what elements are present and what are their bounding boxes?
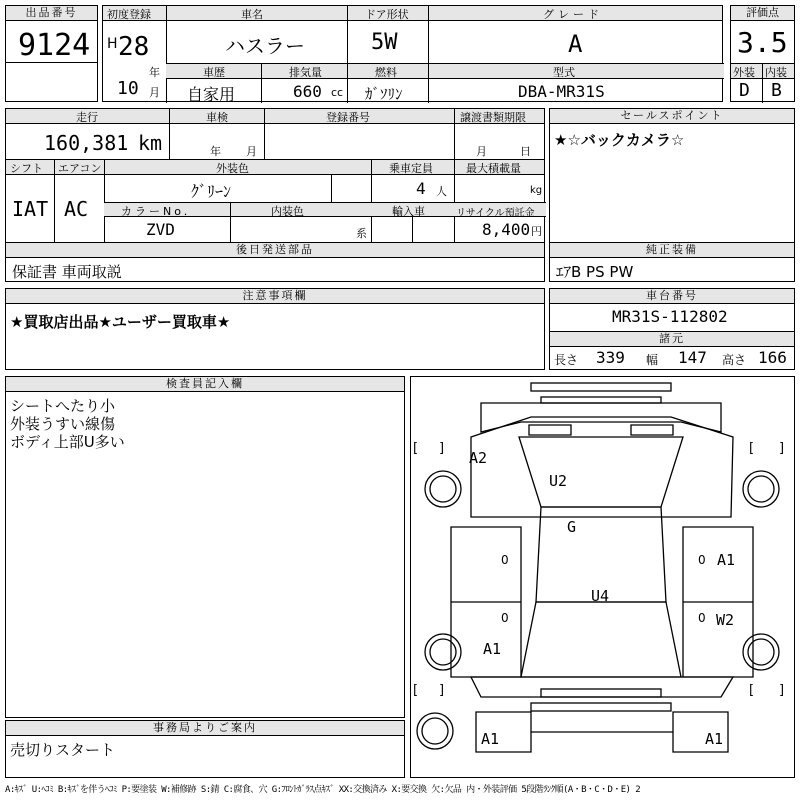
chassis-value: MR31S-112802 [612,307,728,326]
office-box [5,720,405,778]
first-reg-month: 10 [117,78,139,99]
model-code-label: 型式 [553,66,575,79]
specs-label: 諸元 [550,332,794,347]
shift-label: シフト [10,162,43,175]
damage-mark: A1 [717,551,736,569]
equipment-value: ｴｱB PS PW [556,263,634,281]
mileage-label: 走行 [76,111,98,124]
bracket-close: ] [779,683,785,698]
bracket-close: ] [439,441,445,456]
transfer-month-unit: 月 [476,145,487,158]
score-box [730,5,795,102]
wheel-rear-right-inner [748,639,774,665]
wheel-front-left-inner [430,476,456,502]
damage-mark: A1 [481,730,500,748]
later-parts-value: 保証書 車両取説 [12,263,122,281]
int-score-value: B [771,80,782,101]
doors-label: ドア形状 [365,8,409,21]
recycle-label: リサイクル預託金 [456,208,535,219]
transfer-day-unit: 日 [520,145,531,158]
height-value: 166 [758,348,787,367]
first-reg-era: H [107,36,118,52]
top-info-box [102,5,723,102]
fuel-label: 燃料 [375,66,397,79]
inspector-line: ボディ上部U多い [10,433,125,451]
aircon-label: エアコン [58,162,102,175]
car-name-label: 車名 [241,8,263,21]
int-color-label: 内装色 [271,205,304,218]
notes-box [5,288,545,370]
rear-window [521,602,681,677]
bracket-open: [ [749,441,755,456]
chassis-label: 車台番号 [550,289,794,304]
model-code-value: DBA-MR31S [518,82,605,101]
chassis-box [549,288,795,370]
color-no-label: カラーNo. [121,205,191,218]
damage-mark: G [567,518,577,536]
inspector-label: 検査員記入欄 [6,377,404,392]
length-value: 339 [596,348,625,367]
sales-point-value: ★☆バックカメラ☆ [554,131,685,149]
max-load-unit: kg [530,185,543,196]
bracket-open: [ [413,441,419,456]
top-header-row [103,6,722,21]
fuel-value: ｶﾞｿﾘﾝ [365,85,403,103]
width-label: 幅 [646,353,659,367]
wiper-left [529,425,571,435]
capacity-value: 4 [416,179,426,198]
wheel-rear-left-inner [430,639,456,665]
damage-mark: A2 [469,449,488,467]
bracket-open: [ [413,683,419,698]
first-reg-label: 初度登録 [107,8,151,21]
bracket-open: [ [749,683,755,698]
inspector-line: 外装うすい線傷 [10,415,116,433]
bracket-close: ] [779,441,785,456]
displacement-unit: cc [331,86,344,99]
damage-mark: A1 [705,730,724,748]
inspector-box [5,376,405,718]
lot-divider [6,62,97,63]
first-reg-year: 28 [118,32,150,62]
color-no-value: ZVD [146,220,175,239]
zero-mark: 0 [698,611,706,625]
reg-no-label: 登録番号 [326,111,370,124]
recycle-value: 8,400 [482,220,531,239]
displacement-value: 660 [293,82,322,101]
history-label: 車歴 [203,66,225,79]
bracket-close: ] [439,683,445,698]
max-load-label: 最大積載量 [466,162,521,175]
rear-bumper-bar [541,689,661,697]
doors-value: 5W [371,30,398,55]
rear-bumper-bar-inner [531,703,671,711]
capacity-label: 乗車定員 [389,162,433,175]
wiper-right [631,425,673,435]
office-label: 事務局よりご案内 [6,721,404,736]
lot-box [5,5,98,102]
front-bumper-bar [531,383,671,391]
inspection-year-unit: 年 [210,145,221,158]
later-parts-label: 後日発送部品 [6,243,544,258]
int-score-label: 内装 [765,66,787,79]
inspection-label: 車検 [206,111,228,124]
mileage-value: 160,381 [44,131,129,155]
import-label: 輸入車 [392,205,425,218]
notes-label: 注意事項欄 [6,289,544,304]
spare-wheel-inner [422,718,448,744]
ext-score-value: D [739,80,750,101]
transfer-label: 譲渡書類期限 [460,111,526,124]
office-value: 売切りスタート [10,741,116,759]
ext-color-label: 外装色 [216,162,249,175]
zero-mark: 0 [698,553,706,567]
equipment-label: 純正装備 [550,243,794,258]
damage-mark: U4 [591,587,610,605]
front-bumper-bar-inner [541,397,661,403]
aircon-value: AC [64,197,89,221]
shift-value: IAT [12,197,49,221]
height-label: 高さ [722,353,747,367]
car-name-value: ハスラー [225,34,305,58]
lot-number: 9124 [18,28,91,63]
sales-point-label: セールスポイント [550,109,794,124]
damage-mark: A1 [483,640,502,658]
notes-value: ★買取店出品★ユーザー買取車★ [10,313,231,331]
recycle-unit: 円 [531,225,542,238]
width-value: 147 [678,348,707,367]
history-value: 自家用 [187,85,236,104]
damage-mark: W2 [716,611,735,629]
wheel-front-right-inner [748,476,774,502]
displacement-label: 排気量 [289,66,322,79]
grade-label: グレード [543,8,603,21]
windshield [519,437,683,507]
length-label: 長さ [554,353,579,367]
first-reg-month-unit: 月 [149,86,160,99]
rear-body [471,677,733,697]
lot-label: 出品番号 [6,6,97,21]
int-color-unit: 系 [356,227,367,240]
ext-color-value: ｸﾞﾘｰﾝ [191,182,232,201]
inspector-line: シートへたり小 [10,397,116,415]
mileage-unit: km [138,131,163,155]
first-reg-year-unit: 年 [149,66,160,79]
zero-mark: 0 [501,553,509,567]
inspection-month-unit: 月 [246,145,257,158]
car-diagram-box [410,376,795,778]
car-diagram [411,377,793,776]
zero-mark: 0 [501,611,509,625]
score-value: 3.5 [737,26,788,59]
sales-point-box [549,108,795,282]
damage-mark: U2 [549,472,568,490]
score-label: 評価点 [731,6,794,21]
front-body [471,417,733,517]
specs-box [5,108,545,282]
legend: A:ｷｽﾞ U:ﾍｺﾐ B:ｷｽﾞを伴うﾍｺﾐ P:要塗装 W:補修跡 S:錆 C:腐食、穴 G:ﾌﾛﾝﾄｶﾞﾗｽ点ｷｽﾞ XX:交換済み X:要交換 欠:欠品 内・外装評価 5段階ﾗﾝｸ順(A・B・C・D・E) 2 [5,785,641,795]
capacity-unit: 人 [436,185,447,198]
grade-value: A [568,30,583,58]
ext-score-label: 外装 [733,66,755,79]
